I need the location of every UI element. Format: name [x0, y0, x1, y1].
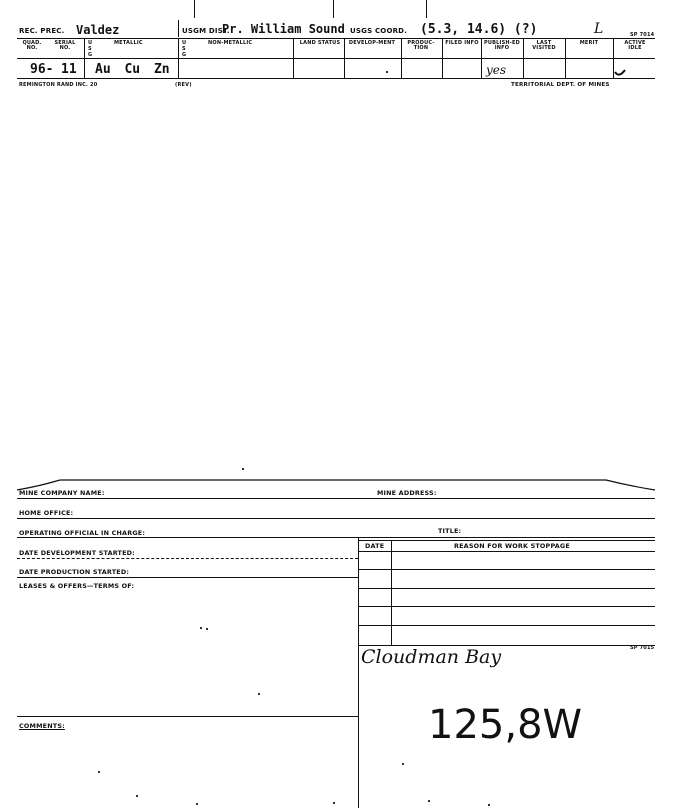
- col-quad-no: QUAD. NO.: [22, 40, 42, 51]
- usgm-dist-label: USGM DIST.: [182, 27, 230, 35]
- mine-company-label: MINE COMPANY NAME:: [19, 489, 105, 497]
- footer-left-code: (REV): [175, 82, 192, 88]
- comments-label: COMMENTS:: [19, 722, 65, 730]
- card-edge-tick: [194, 0, 195, 18]
- usgs-mark-metallic: U S G: [88, 40, 93, 58]
- quad-value: 96-: [30, 62, 54, 77]
- col-metallic: METALLIC: [114, 40, 143, 46]
- col-active-idle: ACTIVE IDLE: [624, 40, 646, 51]
- handwritten-place: Cloudman Bay: [361, 646, 502, 668]
- col-serial-no: SERIAL NO.: [54, 40, 76, 51]
- col-filed-info: FILED INFO: [445, 40, 479, 46]
- rec-prec-label: REC. PREC.: [19, 27, 65, 35]
- col-published-info: PUBLISH-ED INFO: [483, 40, 520, 51]
- col-merit: MERIT: [579, 40, 599, 46]
- serial-value: 11: [61, 62, 77, 77]
- date-production-label: DATE PRODUCTION STARTED:: [19, 568, 130, 576]
- col-development: DEVELOP-MENT: [348, 40, 396, 46]
- card-edge-tick: [426, 0, 427, 18]
- stoppage-date-label: DATE: [365, 542, 385, 550]
- coord-label: USGS COORD.: [350, 27, 408, 35]
- rec-prec-value: Valdez: [76, 23, 120, 37]
- metals-value: Au Cu Zn: [95, 62, 170, 77]
- footer-left: REMINGTON RAND INC. 20: [19, 82, 98, 88]
- stoppage-reason-label: REASON FOR WORK STOPPAGE: [454, 542, 570, 550]
- card-edge-tick: [333, 0, 334, 18]
- mine-address-label: MINE ADDRESS:: [377, 489, 437, 497]
- col-land-status: LAND STATUS: [299, 40, 341, 46]
- title-label: TITLE:: [438, 527, 462, 535]
- date-development-label: DATE DEVELOPMENT STARTED:: [19, 549, 135, 557]
- col-production: PRODUC-TION: [407, 40, 435, 51]
- usgs-mark-nonmetallic: U S G: [182, 40, 187, 58]
- form-number-top: SP 7014: [630, 32, 655, 38]
- col-non-metallic: NON-METALLIC: [208, 40, 253, 46]
- handwritten-code: 125,8W: [428, 702, 583, 748]
- footer-right: TERRITORIAL DEPT. OF MINES: [511, 82, 610, 88]
- operating-official-label: OPERATING OFFICIAL IN CHARGE:: [19, 529, 146, 537]
- published-info-value: yes: [486, 63, 507, 77]
- corner-mark: L: [594, 21, 604, 37]
- col-last-visited: LAST VISITED: [532, 40, 556, 51]
- leases-label: LEASES & OFFERS—TERMS OF:: [19, 582, 135, 590]
- usgm-dist-value: Pr. William Sound: [222, 22, 345, 36]
- form-number-bottom: SP 7015: [630, 645, 655, 651]
- coord-value: (5.3, 14.6) (?): [420, 22, 538, 37]
- home-office-label: HOME OFFICE:: [19, 509, 74, 517]
